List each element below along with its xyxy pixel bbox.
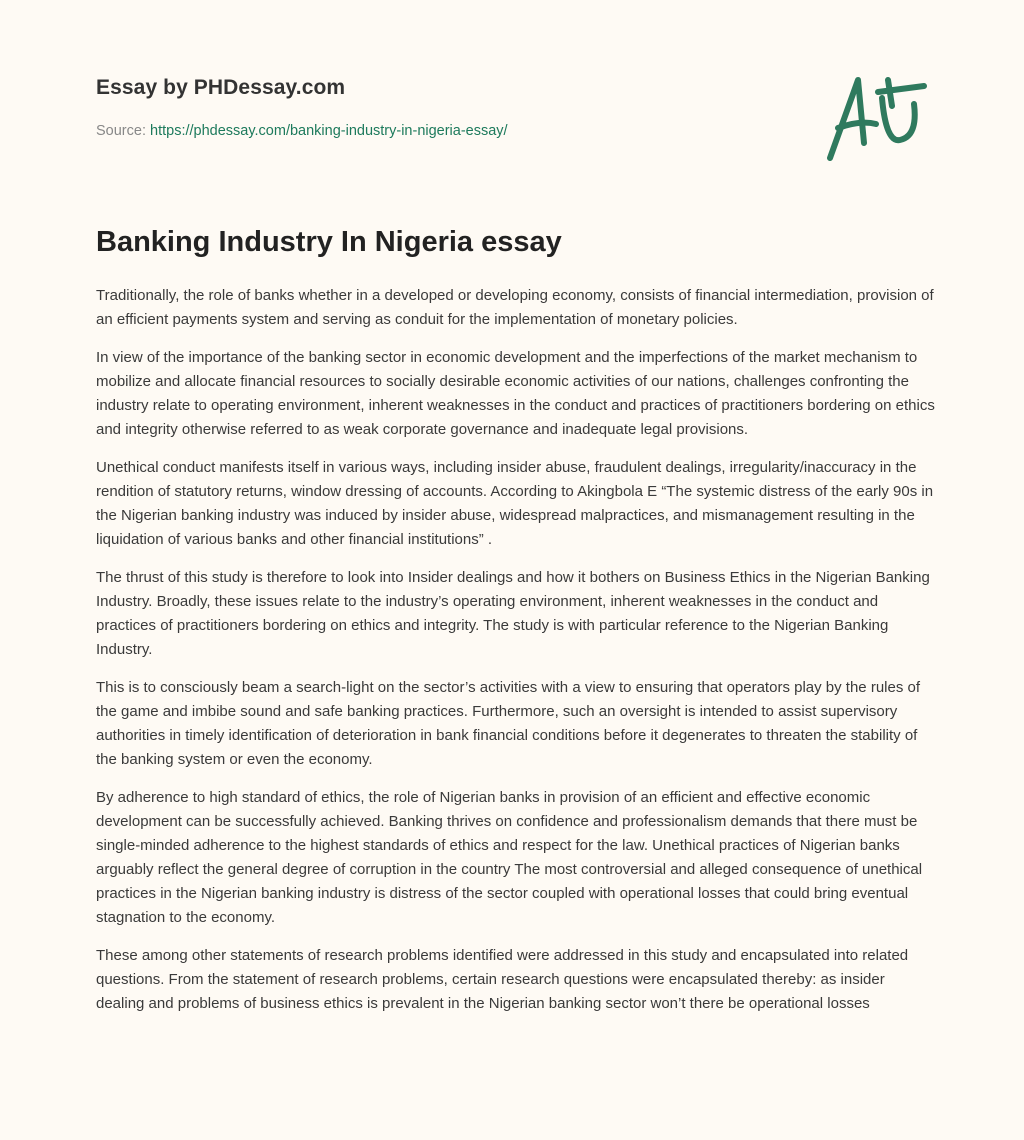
essay-paragraph: The thrust of this study is therefore to look into Insider dealings and how it bothers on Business Ethics in the Nigerian Banking Industry. Broadly, these issues relate to the industry’s operating environment, inherent weaknesses in the conduct and practices of practitioners bordering on ethics and integrity. The study is with particular reference to the Nigerian Banking Industry. bbox=[96, 569, 930, 658]
essay-paragraph: Traditionally, the role of banks whether in a developed or developing economy, consists of financial intermediation, provision of an efficient payments system and serving as conduit for the implementation of monetary policies. bbox=[96, 287, 934, 328]
essay-paragraph: Unethical conduct manifests itself in various ways, including insider abuse, fraudulent dealings, irregularity/inaccuracy in the rendition of statutory returns, window dressing of accounts. According to Akingbola E “The systemic distress of the early 90s in the Nigerian banking industry was induced by insider abuse, widespread malpractices, and mismanagement resulting in the liquidation of various banks and other financial institutions” . bbox=[96, 459, 934, 548]
essay-paragraph: This is to consciously beam a search-light on the sector’s activities with a view to ensuring that operators play by the rules of the game and imbibe sound and safe banking practices. Furthermore, such an oversight is intended to assist supervisory authorities in timely identification of deterioration in bank financial conditions before it degenerates to threaten the stability of the banking system or even the economy. bbox=[96, 679, 921, 768]
source-label: Source: bbox=[96, 123, 146, 139]
essay-paragraph: In view of the importance of the banking sector in economic development and the imperfections of the market mechanism to mobilize and allocate financial resources to socially desirable economic activities of our nations, challenges confronting the industry relate to operating environment, inherent weaknesses in the conduct and practices of practitioners bordering on ethics and integrity otherwise referred to as weak corporate governance and inadequate legal provisions. bbox=[96, 349, 935, 438]
source-line bbox=[96, 123, 936, 139]
brand-title: Essay by PHDessay.com bbox=[96, 76, 346, 99]
essay-title: Banking Industry In Nigeria essay bbox=[96, 226, 562, 258]
source-link[interactable]: https://phdessay.com/banking-industry-in-nigeria-essay/ bbox=[150, 123, 508, 139]
essay-body bbox=[96, 284, 936, 1030]
a-plus-logo-icon bbox=[820, 68, 930, 168]
site-header bbox=[96, 76, 936, 139]
essay-paragraph: By adherence to high standard of ethics, the role of Nigerian banks in provision of an efficient and effective economic development can be successfully achieved. Banking thrives on confidence and professionalism demands that there must be single-minded adherence to the highest standards of ethics and respect for the law. Unethical practices of Nigerian banks arguably reflect the general degree of corruption in the country The most controversial and alleged consequence of unethical practices in the Nigerian banking industry is distress of the sector coupled with operational losses that could bring eventual stagnation to the economy. bbox=[96, 789, 923, 926]
essay-paragraph: These among other statements of research problems identified were addressed in this study and encapsulated into related questions. From the statement of research problems, certain research questions were encapsulated thereby: as insider dealing and problems of business ethics is prevalent in the Nigerian banking sector won’t there be operational losses bbox=[96, 947, 909, 1012]
